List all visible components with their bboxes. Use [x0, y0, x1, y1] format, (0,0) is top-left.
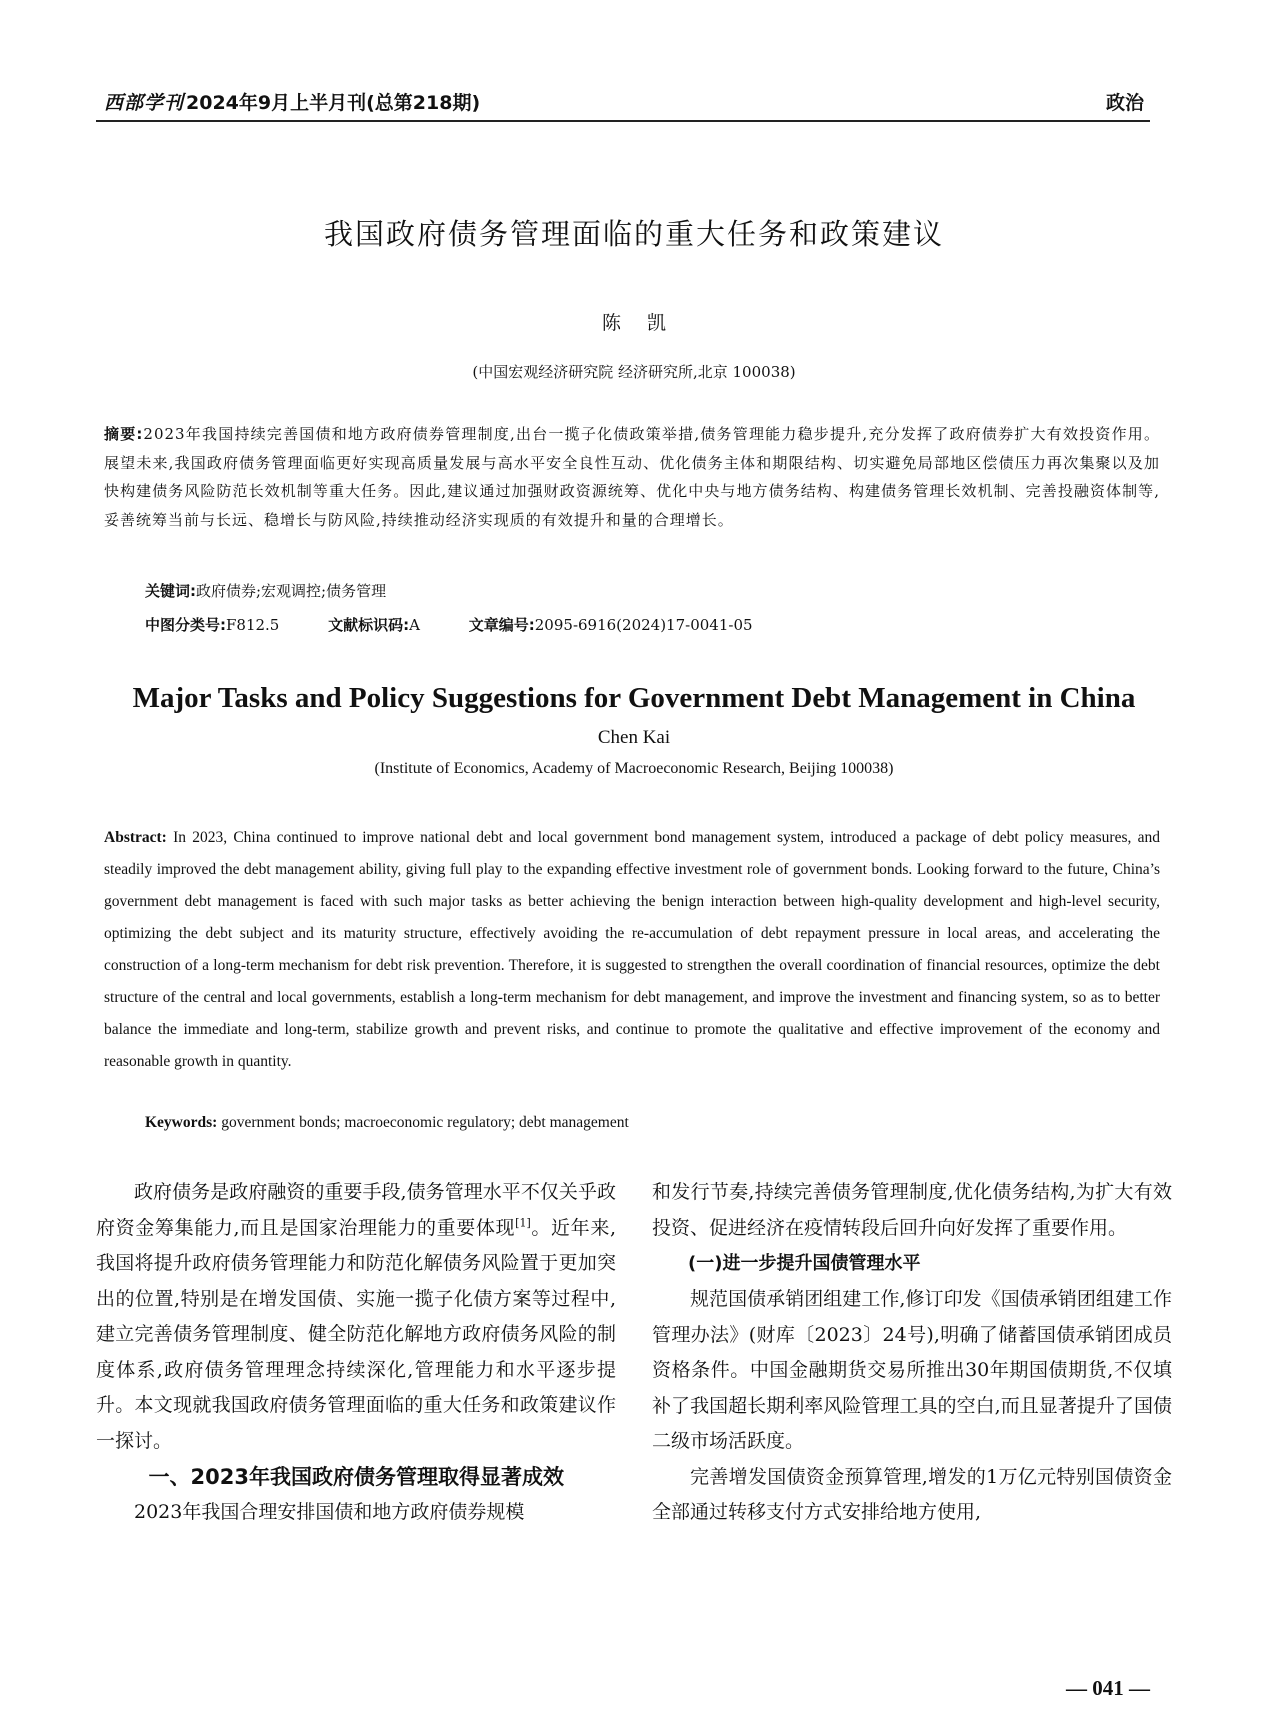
- abstract-cn: [104, 420, 1160, 534]
- article-title-cn: 我国政府债务管理面临的重大任务和政策建议: [323, 217, 944, 251]
- keywords-en-label: Keywords:: [145, 1114, 218, 1131]
- article-title-en: Major Tasks and Policy Suggestions for Government Debt Management in China: [132, 682, 1136, 714]
- body-text: 政府债务是政府融资的重要手段,债务管理水平不仅关乎政府资金筹集能力,而且是国家治理能力的重要体现: [96, 1181, 616, 1239]
- body-column-right: [652, 1175, 1172, 1531]
- body-paragraph: [96, 1175, 616, 1459]
- article-no-value: 2095-6916(2024)17-0041-05: [534, 616, 753, 634]
- body-paragraph: 规范国债承销团组建工作,修订印发《国债承销团组建工作管理办法》(财库〔2023〕24号),明确了储蓄国债承销团成员资格条件。中国金融期货交易所推出30年期国债期货,不仅填补了我国超长期利率风险管理工具的空白,而且显著提升了国债二级市场活跃度。: [652, 1288, 1172, 1452]
- article-no-label: 文章编号:: [468, 616, 535, 634]
- journal-logo: 西部学刊: [104, 92, 185, 114]
- author-cn: 陈凯: [601, 312, 692, 334]
- abstract-cn-text: 2023年我国持续完善国债和地方政府债券管理制度,出台一揽子化债政策举措,债务管理能力稳步提升,充分发挥了政府债券扩大有效投资作用。展望未来,我国政府债务管理面临更好实现高质量发展与高水平安全良性互动、优化债务主体和期限结构、切实避免局部地区偿债压力再次集聚以及加快构建债务风险防范长效机制等重大任务。因此,建议通过加强财政资源统筹、优化中央与地方债务结构、构建债务管理长效机制、完善投融资体制等,妥善统筹当前与长远、稳增长与防风险,持续推动经济实现质的有效提升和量的合理增长。: [104, 425, 1160, 529]
- abstract-en-label: Abstract:: [104, 829, 167, 846]
- subsection-heading: (一)进一步提升国债管理水平: [688, 1253, 921, 1274]
- affiliation-en: (Institute of Economics, Academy of Macroeconomic Research, Beijing 100038): [374, 760, 894, 777]
- keywords-cn-label: 关键词:: [145, 582, 196, 600]
- body-column-left: [96, 1175, 616, 1531]
- clc-label: 中图分类号:: [145, 616, 226, 634]
- body-text: 。近年来,我国将提升政府债务管理能力和防范化解债务风险置于更加突出的位置,特别是在增发国债、实施一揽子化债方案等过程中,建立完善债务管理制度、健全防范化解地方政府债务风险的制度体系,政府债务管理理念持续深化,管理能力和水平逐步提升。本文现就我国政府债务管理面临的重大任务和政策建议作一探讨。: [96, 1216, 616, 1452]
- doc-code-value: A: [409, 616, 420, 634]
- body-paragraph: 2023年我国合理安排国债和地方政府债券规模: [134, 1501, 525, 1523]
- affiliation-cn: (中国宏观经济研究院 经济研究所,北京 100038): [472, 363, 796, 381]
- abstract-en: [104, 822, 1160, 1078]
- section-name: 政治: [1105, 92, 1144, 114]
- author-en: Chen Kai: [597, 727, 671, 748]
- abstract-cn-label: 摘要:: [104, 425, 144, 443]
- keywords-cn-text: 政府债券;宏观调控;债务管理: [196, 582, 387, 600]
- section-heading: 一、2023年我国政府债务管理取得显著成效: [148, 1465, 564, 1489]
- keywords-cn: [145, 580, 386, 601]
- citation-ref: [1]: [515, 1216, 531, 1230]
- article-metadata-cn: [145, 614, 797, 635]
- clc-value: F812.5: [226, 616, 280, 634]
- abstract-en-text: In 2023, China continued to improve national debt and local government bond management system, introduced a package of debt policy measures, and steadily improved the debt management ability, giving full play to the expanding effective investment role of government bonds. Looking forward to the future, China’s government debt management is faced with such major tasks as better achieving the benign interaction between high-quality development and high-level security, optimizing the debt subject and its maturity structure, effectively avoiding the re-accumulation of debt repayment pressure in local areas, and accelerating the construction of a long-term mechanism for debt risk prevention. Therefore, it is suggested to strengthen the overall coordination of financial resources, optimize the debt structure of the central and local governments, establish a long-term mechanism for debt management, and improve the investment and financing system, so as to better balance the immediate and long-term, stabilize growth and prevent risks, and continue to promote the qualitative and effective improvement of the economy and reasonable growth in quantity.: [104, 829, 1160, 1070]
- body-paragraph: 和发行节奏,持续完善债务管理制度,优化债务结构,为扩大有效投资、促进经济在疫情转段后回升向好发挥了重要作用。: [652, 1181, 1172, 1239]
- running-header: [96, 86, 1150, 122]
- doc-code-label: 文献标识码:: [328, 616, 410, 634]
- page-number: — 041 —: [1066, 1676, 1150, 1700]
- issue-info: 2024年9月上半月刊(总第218期): [186, 92, 481, 114]
- keywords-en-text: government bonds; macroeconomic regulatory; debt management: [217, 1114, 629, 1131]
- body-paragraph: 完善增发国债资金预算管理,增发的1万亿元特别国债资金全部通过转移支付方式安排给地方使用,: [652, 1465, 1172, 1523]
- keywords-en: [145, 1114, 629, 1132]
- journal-issue: [104, 88, 480, 115]
